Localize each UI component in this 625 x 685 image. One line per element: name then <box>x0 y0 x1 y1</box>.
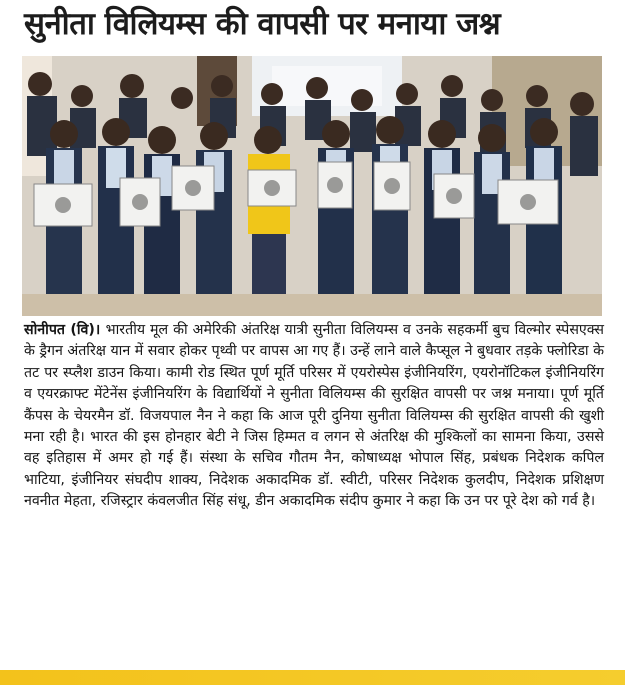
article-text: भारतीय मूल की अमेरिकी अंतरिक्ष यात्री सुनीता विलियम्स व उनके सहकर्मी बुच विल्मोर स्पेसएक्स के ड्रैगन अंतरिक्ष यान में सवार होकर पृथ्वी पर वापस आ गए हैं। उन्हें लाने वाले कैप्सूल ने बुधवार तड़के फ्लोरिडा के तट पर स्प्लैश डाउन किया। कामी रोड स्थित पूर्ण मूर्ति परिसर में एयरोस्पेस इंजीनियरिंग, एयरोनॉटिकल इंजीनियरिंग व एयरक्राफ्ट मेंटेनेंस इंजीनियरिंग के विद्यार्थियों ने सुनीता विलियम्स की सुरक्षित वापसी पर जश्न मनाया। पूर्ण मूर्ति कैंपस के चेयरमैन डॉ. विजयपाल नैन ने कहा कि आज पूरी दुनिया सुनीता विलियम्स की सुरक्षित वापसी की खुशी मना रही है। भारत की इस होनहार बेटी ने जिस हिम्मत व लगन से अंतरिक्ष की मुश्किलों का सामना किया, उससे वह इतिहास में अमर हो गई हैं। संस्था के सचिव गौतम नैन, कोषाध्यक्ष भोपाल सिंह, प्रबंधक निदेशक कपिल भाटिया, इंजीनियर संघदीप शाक्य, निदेशक अकादमिक डॉ. स्वीटी, परिसर निदेशक कुलदीप, निदेशक प्रशिक्षण नवनीत मेहता, रजिस्ट्रार कंवलजीत सिंह संधू, डीन अकादमिक संदीप कुमार ने कहा कि उन पर पूरे देश को गर्व है। <box>24 322 604 510</box>
article-body <box>24 320 604 513</box>
dateline: सोनीपत (वि)। <box>24 322 106 338</box>
headline: सुनीता विलियम्स की वापसी पर मनाया जश्न <box>24 6 501 42</box>
bottom-color-strip <box>0 670 625 685</box>
group-photo-icon <box>22 56 602 316</box>
news-photo <box>22 56 602 316</box>
